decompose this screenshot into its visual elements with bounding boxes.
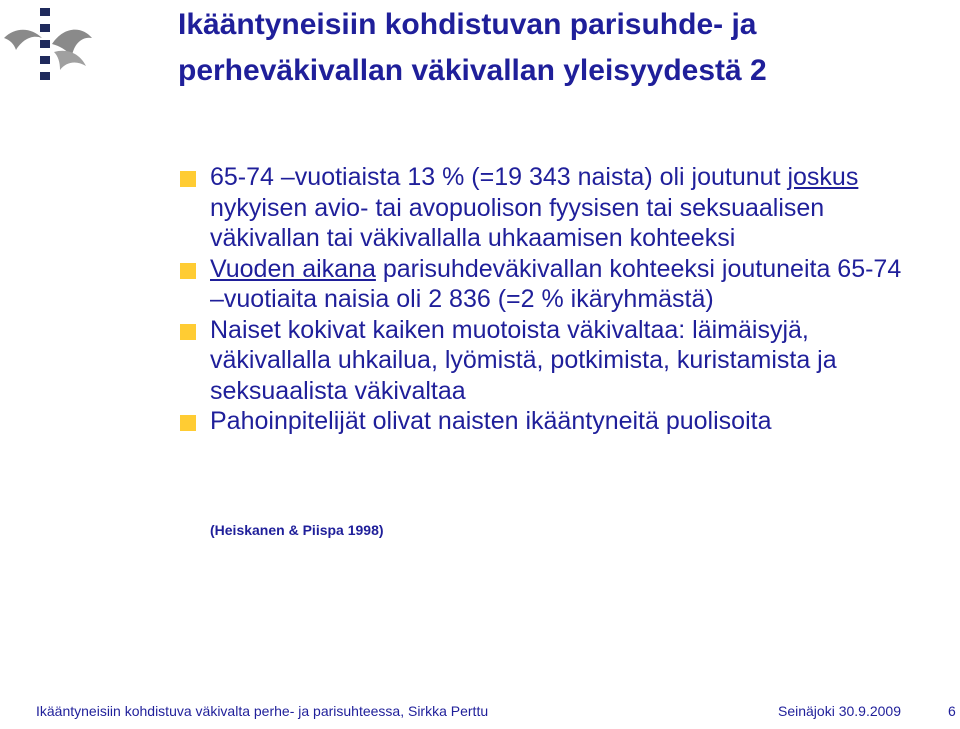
bullet-item (180, 162, 920, 254)
title-line-1: Ikääntyneisiin kohdistuvan parisuhde- ja (178, 8, 757, 41)
bullet-square-icon (180, 171, 196, 187)
bullet-underlined-text: joskus (787, 163, 859, 191)
reference-citation: (Heiskanen & Piispa 1998) (210, 522, 384, 538)
slide-title (178, 2, 938, 94)
footer-date: Seinäjoki 30.9.2009 (778, 703, 901, 719)
bullet-text: Pahoinpitelijät olivat naisten ikääntyneitä puolisoita (210, 407, 772, 435)
footer-author: Ikääntyneisiin kohdistuva väkivalta perhe- ja parisuhteessa, Sirkka Perttu (36, 703, 489, 719)
bullet-text: Naiset kokivat kaiken muotoista väkivaltaa: läimäisyjä, väkivallalla uhkailua, lyömistä, potkimista, kuristamista ja seksuaalista väkivaltaa (210, 315, 837, 405)
bullet-item (180, 315, 920, 407)
bullet-underlined-text: Vuoden aikana (210, 254, 376, 283)
bullet-text-post: parisuhdeväkivallan kohteeksi joutuneita 65-74 –vuotiaita naisia oli 2 836 (=2 % ikäryhmästä) (210, 254, 902, 313)
bullet-text-pre: 65-74 –vuotiaista 13 % (=19 343 naista) oli joutunut (210, 163, 788, 191)
bullet-square-icon (180, 324, 196, 340)
bullet-list (180, 162, 920, 437)
bullet-item (180, 406, 920, 437)
title-line-2: perheväkivallan väkivallan yleisyydestä 2 (178, 54, 767, 87)
university-logo-icon (2, 4, 94, 88)
bullet-item (180, 254, 920, 315)
bullet-text-post: nykyisen avio- tai avopuolison fyysisen tai seksuaalisen väkivallan tai väkivallalla uhkaamisen kohteeksi (210, 193, 825, 252)
bullet-square-icon (180, 415, 196, 431)
bullet-square-icon (180, 263, 196, 279)
page-number: 6 (948, 703, 956, 719)
